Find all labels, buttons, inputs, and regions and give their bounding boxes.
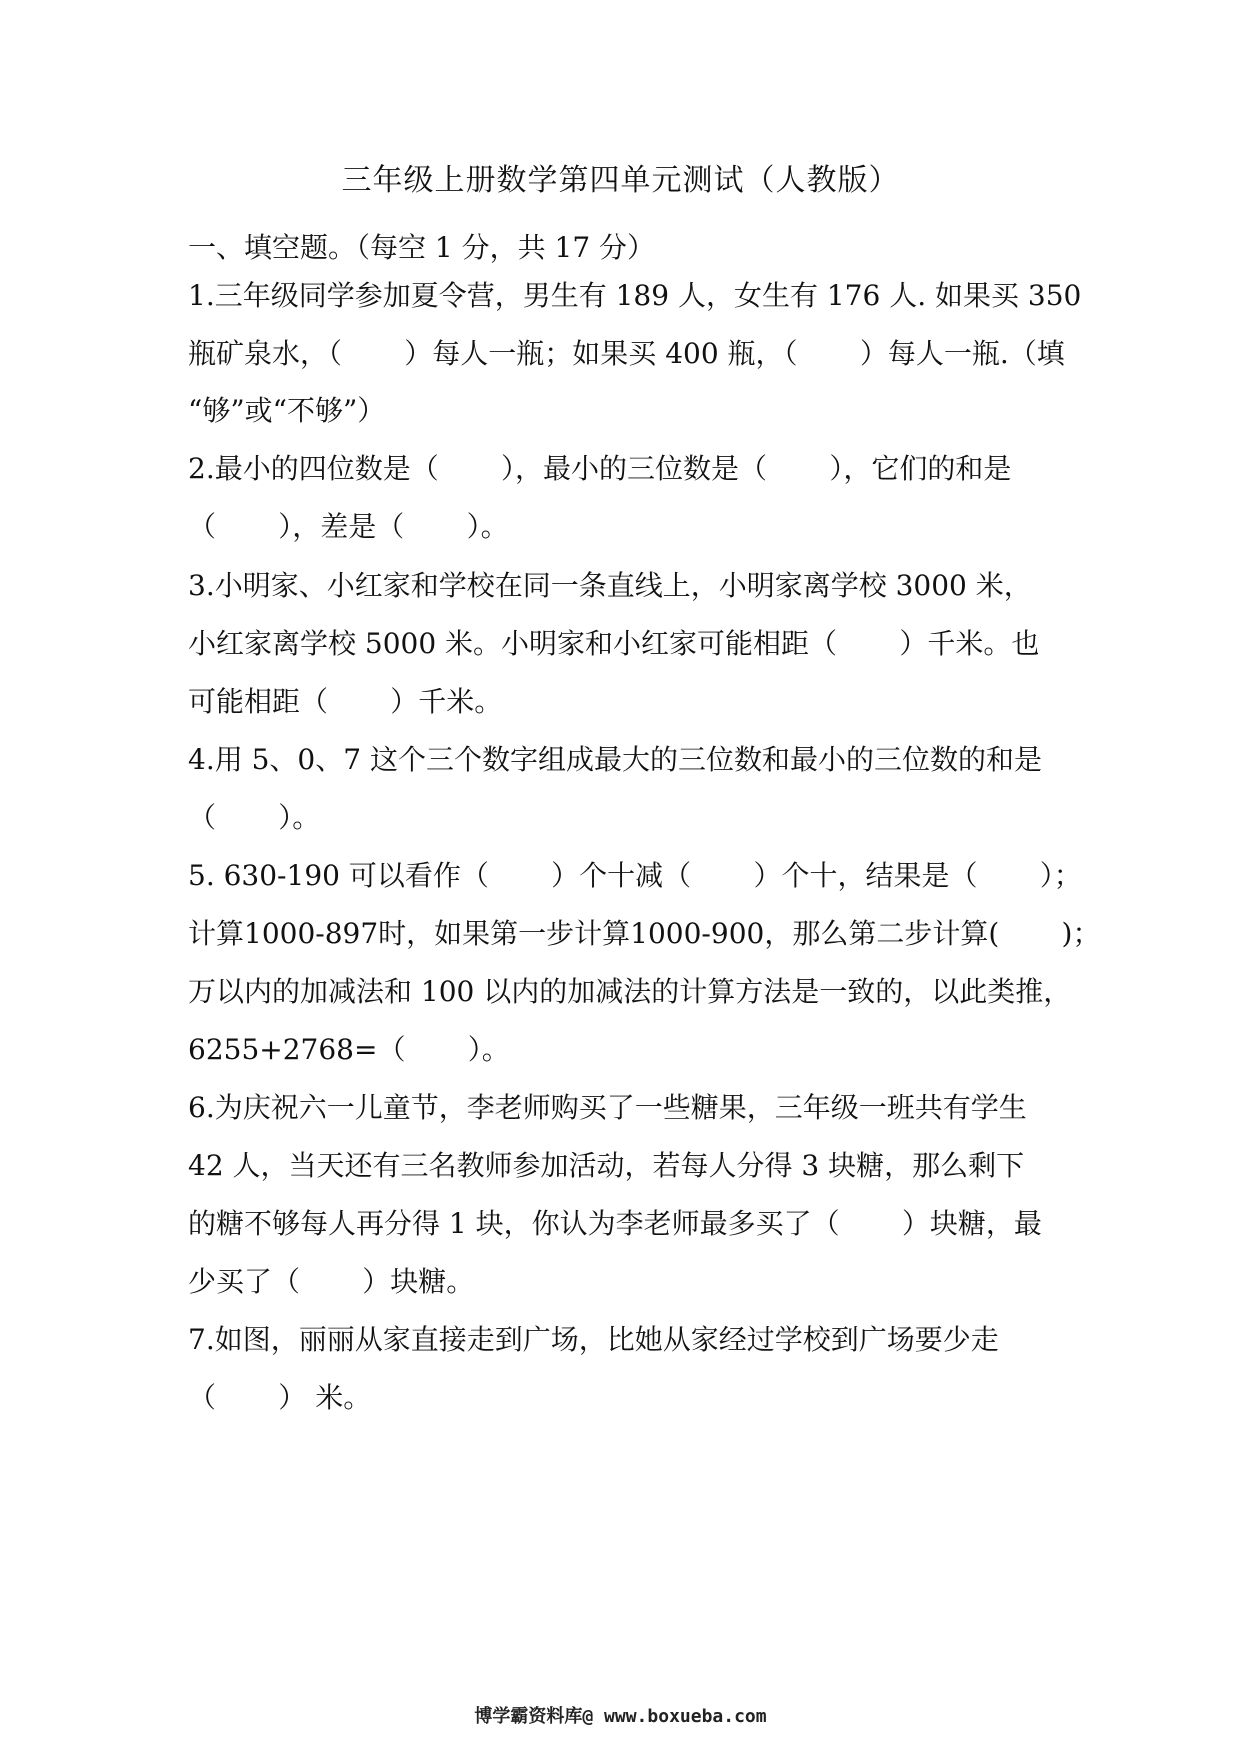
question-line: 小红家离学校 5000 米。小明家和小红家可能相距（ ）千米。也 xyxy=(188,627,1040,660)
question-line: 5. 630-190 可以看作（ ）个十减（ ）个十，结果是（ ）； xyxy=(188,859,1082,892)
question-line: 3.小明家、小红家和学校在同一条直线上，小明家离学校 3000 米， xyxy=(188,569,1032,602)
question-line: 瓶矿泉水，（ ）每人一瓶；如果买 400 瓶，（ ）每人一瓶.（填 xyxy=(188,337,1065,370)
section-heading: 一、填空题。（每空 1 分，共 17 分） xyxy=(188,231,656,264)
question-line: “够”或“不够”） xyxy=(188,394,386,427)
question-line: 的糖不够每人再分得 1 块，你认为李老师最多买了（ ）块糖，最 xyxy=(188,1207,1042,1240)
question-line: 2.最小的四位数是（ ），最小的三位数是（ ），它们的和是 xyxy=(188,452,1012,485)
question-line: （ ） 米。 xyxy=(188,1381,372,1414)
page-title: 三年级上册数学第四单元测试（人教版） xyxy=(341,163,900,198)
question-line: 42 人，当天还有三名教师参加活动，若每人分得 3 块糖，那么剩下 xyxy=(188,1149,1025,1182)
question-line: （ ）。 xyxy=(188,801,321,834)
question-line: 可能相距（ ）千米。 xyxy=(188,685,503,718)
question-line: 6255+2768=（ ）。 xyxy=(188,1033,510,1066)
question-line: 4.用 5、0、7 这个三个数字组成最大的三位数和最小的三位数的和是 xyxy=(188,743,1042,776)
question-line: 6.为庆祝六一儿童节，李老师购买了一些糖果，三年级一班共有学生 xyxy=(188,1091,1027,1124)
question-line: 万以内的加减法和 100 以内的加减法的计算方法是一致的，以此类推， xyxy=(188,975,1072,1008)
question-line: （ ），差是（ ）。 xyxy=(188,510,509,543)
question-line: 1.三年级同学参加夏令营，男生有 189 人，女生有 176 人. 如果买 350 xyxy=(188,279,1082,312)
watermark-footer: 博学霸资料库@ www.boxueba.com xyxy=(474,1706,767,1727)
question-line: 计算1000-897时，如果第一步计算1000-900，那么第二步计算( )； xyxy=(188,917,1101,950)
question-line: 7.如图，丽丽从家直接走到广场，比她从家经过学校到广场要少走 xyxy=(188,1323,999,1356)
question-line: 少买了（ ）块糖。 xyxy=(188,1265,475,1298)
